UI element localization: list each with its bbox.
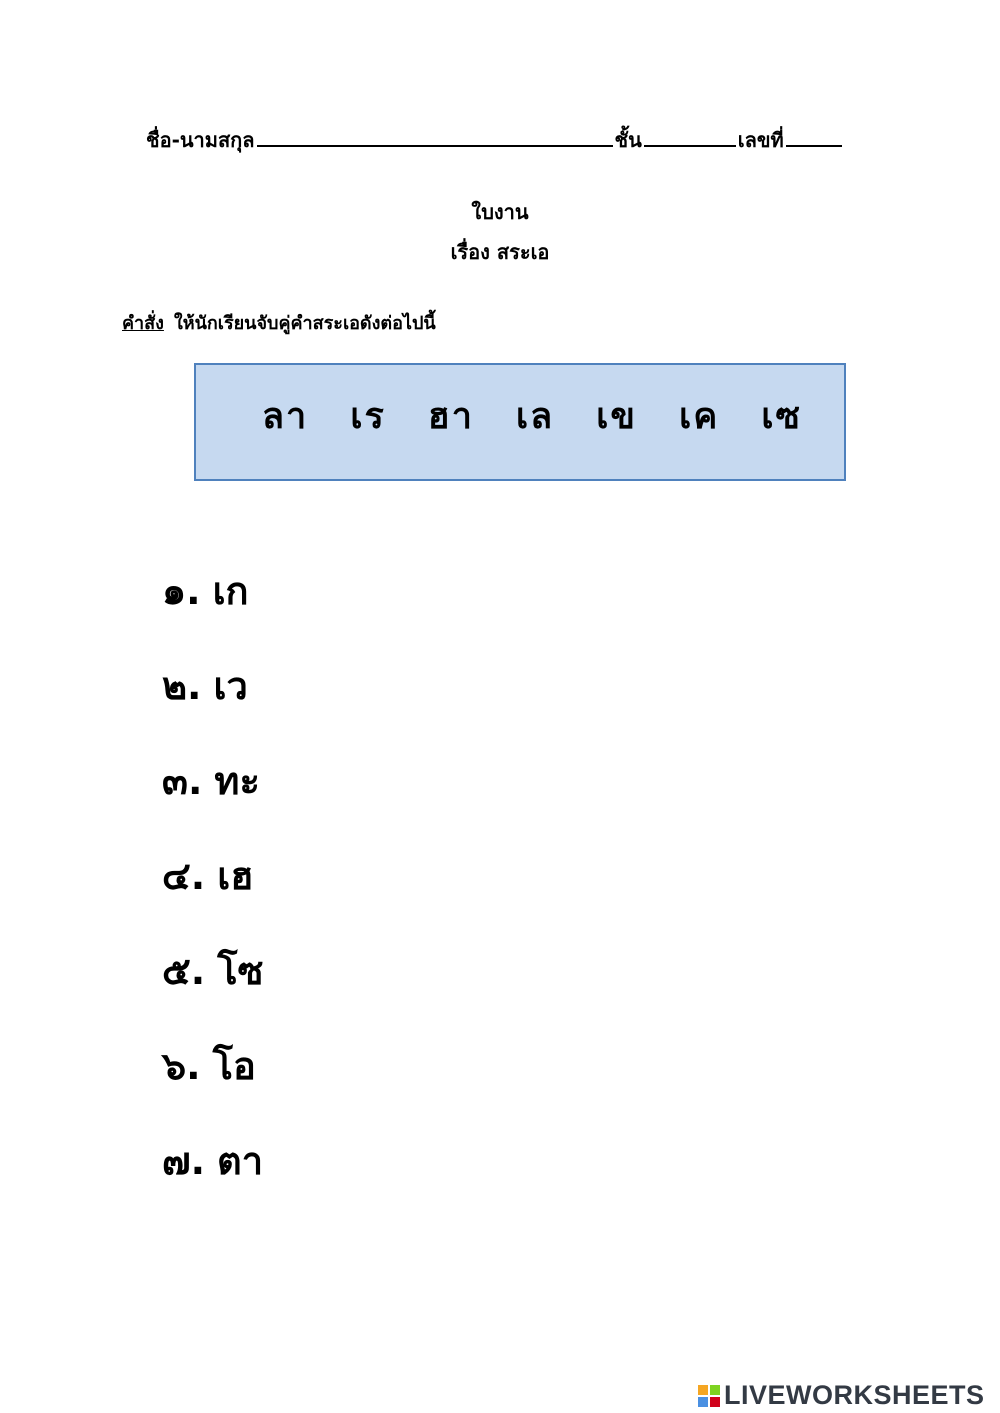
word-bank-item[interactable]: ฮา [427,396,474,437]
item-number: ๗. [162,1139,206,1183]
match-item[interactable] [162,655,248,716]
number-label: เลขที่ [737,128,784,152]
grade-label: ชั้น [614,128,642,152]
match-item[interactable] [162,750,260,811]
item-word: โซ [217,949,264,993]
item-number: ๔. [162,854,206,898]
word-bank-item[interactable]: ลา [262,396,309,437]
word-bank-item[interactable]: เค [678,396,720,437]
word-bank-item[interactable]: เซ [761,396,802,437]
match-item[interactable] [162,560,249,621]
student-info-line [146,124,856,156]
logo-text: LIVEWORKSHEETS [724,1380,985,1410]
name-blank[interactable] [257,125,613,147]
word-bank-words [262,387,802,444]
item-number: ๑. [162,569,201,613]
number-blank[interactable] [786,125,842,147]
match-item[interactable] [162,845,253,906]
grade-blank[interactable] [644,125,736,147]
liveworksheets-logo-icon [698,1385,720,1407]
worksheet-title: ใบงาน [471,200,529,224]
item-word: เก [212,569,249,613]
item-number: ๓. [162,759,203,803]
item-word: ทะ [214,759,260,803]
item-word: โอ [212,1044,256,1088]
instruction [122,308,436,337]
match-item[interactable] [162,1035,256,1096]
item-number: ๖. [162,1044,201,1088]
logo-square [710,1397,720,1407]
item-number: ๒. [162,664,202,708]
match-item[interactable] [162,1130,263,1191]
word-bank-item[interactable]: เล [515,396,555,437]
match-item[interactable] [162,940,263,1001]
instruction-text: ให้นักเรียนจับคู่คำสระเอดังต่อไปนี้ [173,313,436,334]
worksheet-subject: เรื่อง สระเอ [450,240,550,264]
word-bank-item[interactable]: เร [350,396,386,437]
word-bank-item[interactable]: เข [596,396,638,437]
logo-square [710,1385,720,1395]
item-word: เฮ [217,854,254,898]
item-word: เว [213,664,248,708]
word-bank [194,363,846,481]
name-label: ชื่อ-นามสกุล [146,128,255,152]
logo-square [698,1397,708,1407]
item-number: ๕. [162,949,206,993]
logo-square [698,1385,708,1395]
instruction-label: คำสั่ง [122,313,164,334]
liveworksheets-logo [698,1380,985,1411]
item-word: ตา [217,1139,264,1183]
